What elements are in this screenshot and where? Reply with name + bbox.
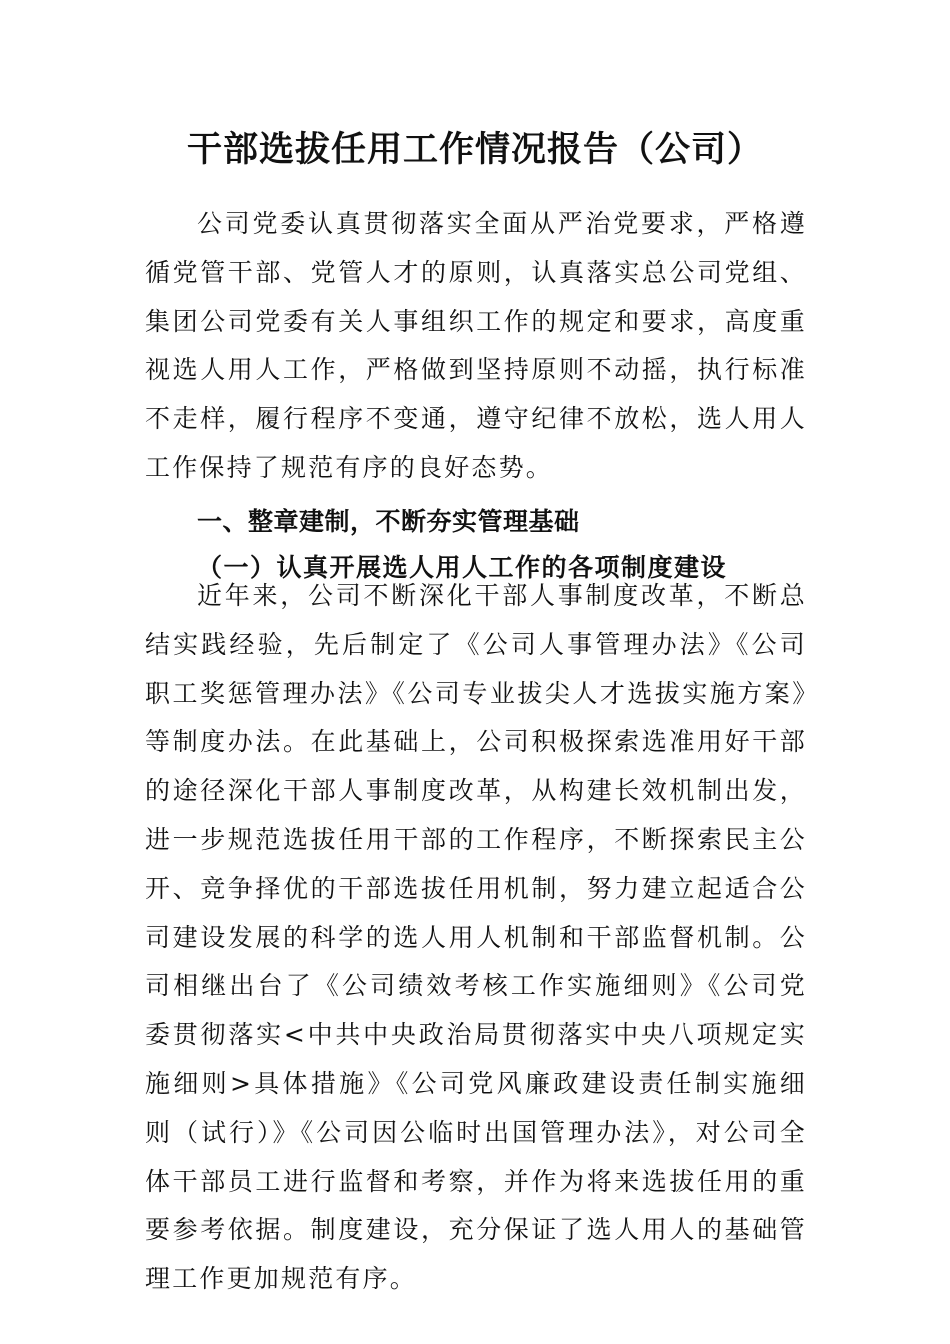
subsection-heading: （一）认真开展选人用人工作的各项制度建设 [197, 553, 728, 582]
document-title: 干部选拔任用工作情况报告（公司） [186, 129, 763, 170]
intro-paragraph: 公司党委认真贯彻落实全面从严治党要求，严格遵循党管干部、党管人才的原则，认真落实总公司党组、集团公司党委有关人事组织工作的规定和要求，高度重视选人用人工作，严格做到坚持原则不动摇，执行标准不走样，履行程序不变通，遵守纪律不放松，选人用人工作保持了规范有序的良好态势。 [145, 209, 807, 482]
body-paragraph: 近年来，公司不断深化干部人事制度改革，不断总结实践经验，先后制定了《公司人事管理办法》《公司职工奖惩管理办法》《公司专业拔尖人才选拔实施方案》等制度办法。在此基础上，公司积极探索选准用好干部的途径深化干部人事制度改革，从构建长效机制出发，进一步规范选拔任用干部的工作程序，不断探索民主公开、竞争择优的干部选拔任用机制，努力建立起适合公司建设发展的科学的选人用人机制和干部监督机制。公司相继出台了《公司绩效考核工作实施细则》《公司党委贯彻落实<中共中央政治局贯彻落实中央八项规定实施细则>具体措施》《公司党风廉政建设责任制实施细则（试行）》《公司因公临时出国管理办法》，对公司全体干部员工进行监督和考察，并作为将来选拔任用的重要参考依据。制度建设，充分保证了选人用人的基础管理工作更加规范有序。 [145, 581, 807, 1294]
section-heading: 一、整章建制，不断夯实管理基础 [197, 507, 580, 536]
